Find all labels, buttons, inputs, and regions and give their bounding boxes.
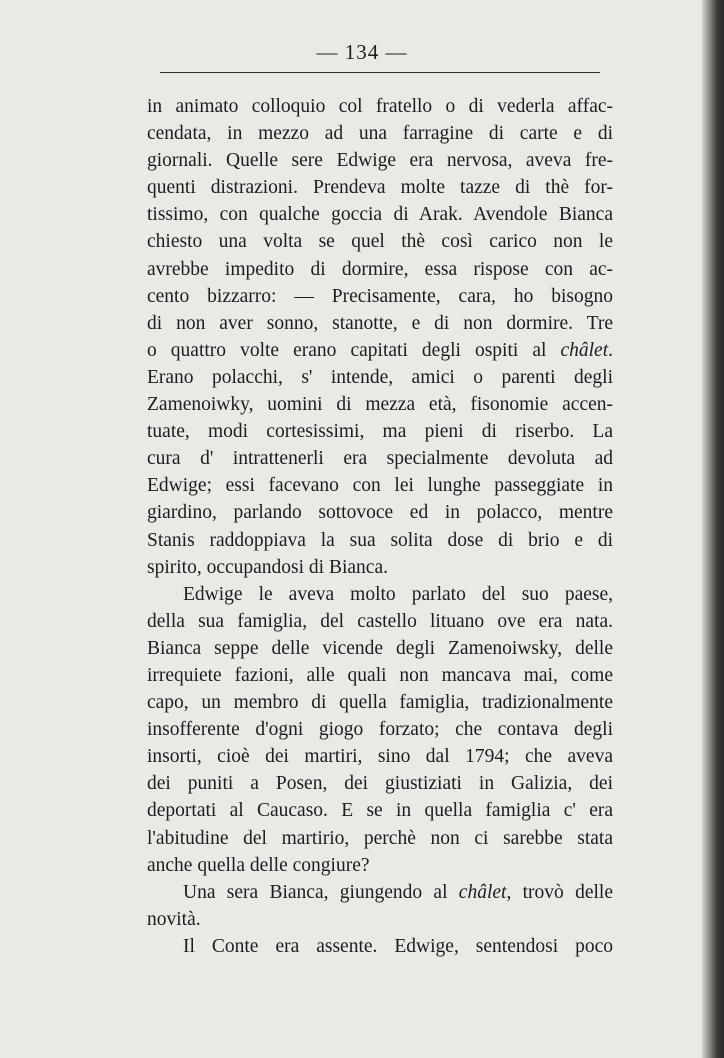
text-line: cendata, in mezzo ad una farragine di carte e di bbox=[147, 123, 613, 145]
text-line: giardino, parlando sottovoce ed in polacco, mentre bbox=[147, 502, 613, 524]
text-line: avrebbe impedito di dormire, essa rispose con ac- bbox=[147, 258, 613, 280]
header-rule bbox=[160, 72, 600, 73]
text-line: Stanis raddoppiava la sua solita dose di brio e di bbox=[147, 529, 613, 551]
text-line: anche quella delle congiure? bbox=[147, 854, 370, 876]
italic-word: châlet bbox=[560, 339, 609, 361]
text-line: chiesto una volta se quel thè così carico non le bbox=[147, 231, 613, 253]
text-line: cura d' intrattenerli era specialmente devoluta ad bbox=[147, 448, 613, 470]
page-edge-shadow bbox=[702, 0, 724, 1058]
text-line: dei puniti a Posen, dei giustiziati in Galizia, dei bbox=[147, 773, 613, 795]
text-line: in animato colloquio col fratello o di vederla affac- bbox=[147, 96, 613, 117]
text-line: Bianca seppe delle vicende degli Zamenoiwsky, delle bbox=[147, 637, 613, 659]
text-line: di non aver sonno, stanotte, e di non dormire. Tre bbox=[147, 312, 613, 334]
text-line: Zamenoiwky, uomini di mezza età, fisonomie accen- bbox=[147, 394, 613, 416]
text-line: Il Conte era assente. Edwige, sentendosi poco bbox=[183, 935, 613, 957]
text-line: insofferente d'ogni giogo forzato; che contava degli bbox=[147, 719, 613, 741]
text-line: l'abitudine del martirio, perchè non ci sarebbe stata bbox=[147, 827, 613, 849]
text-line: quenti distrazioni. Prendeva molte tazze di thè for- bbox=[147, 177, 613, 199]
text-line: Una sera Bianca, giungendo al châlet, trovò delle bbox=[183, 881, 613, 903]
text-line: giornali. Quelle sere Edwige era nervosa, aveva fre- bbox=[147, 150, 613, 172]
text-line: della sua famiglia, del castello lituano ove era nata. bbox=[147, 610, 613, 632]
text-line: o quattro volte erano capitati degli ospiti al châlet. bbox=[147, 339, 613, 361]
text-line: irrequiete fazioni, alle quali non mancava mai, come bbox=[147, 664, 613, 686]
page-number: — 134 — bbox=[316, 40, 408, 64]
text-line: cento bizzarro: — Precisamente, cara, ho bisogno bbox=[147, 285, 613, 307]
text-line: Erano polacchi, s' intende, amici o parenti degli bbox=[147, 366, 613, 388]
text-line: tissimo, con qualche goccia di Arak. Avendole Bianca bbox=[147, 204, 613, 226]
text-line: insorti, cioè dei martiri, sino dal 1794; che aveva bbox=[147, 746, 613, 768]
text-line: Edwige; essi facevano con lei lunghe passeggiate in bbox=[147, 475, 613, 497]
text-line: novità. bbox=[147, 908, 201, 930]
text-line: capo, un membro di quella famiglia, tradizionalmente bbox=[147, 692, 613, 714]
text-line: tuate, modi cortesissimi, ma pieni di riserbo. La bbox=[147, 421, 613, 443]
body-text bbox=[147, 93, 613, 960]
text-line: Edwige le aveva molto parlato del suo paese, bbox=[183, 583, 613, 605]
text-line: deportati al Caucaso. E se in quella famiglia c' era bbox=[147, 800, 613, 822]
italic-word: châlet bbox=[458, 881, 507, 903]
text-line: spirito, occupandosi di Bianca. bbox=[147, 556, 388, 578]
